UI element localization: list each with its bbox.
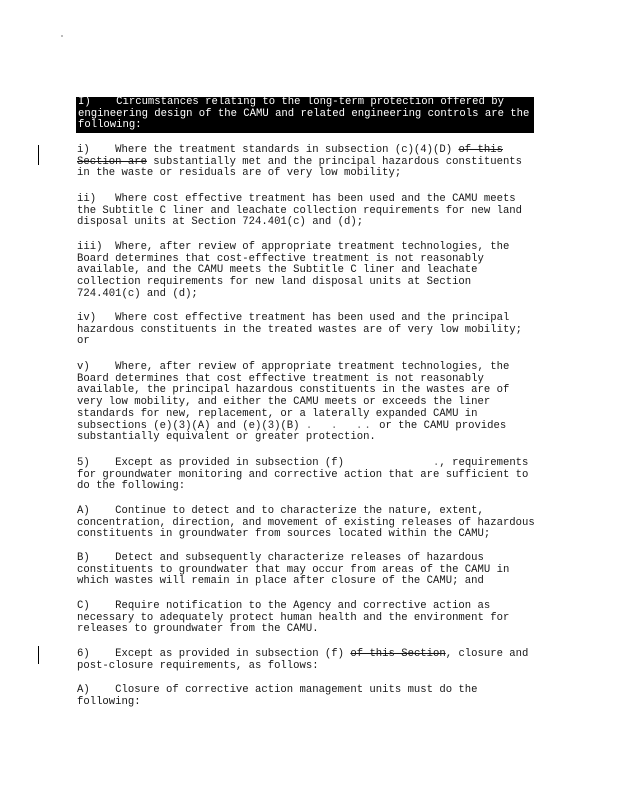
paragraph-6: 6) Except as provided in subsection (f) of this Section, closure and post-closure requirements, as follows: — [77, 648, 529, 672]
scan-speck — [61, 35, 63, 37]
revision-bar — [38, 646, 39, 664]
paragraph-v: v) Where, after review of appropriate treatment technologies, the Board determines that cost effective treatment is not reasonably available, the principal hazardous constituents in the wastes are of very low mobility, and either the CAMU meets or exceeds the liner standards for new, replacement, or a laterally expanded CAMU in subsections (e)(3)(A) and (e)(3)(B) . . .. or the CAMU provides substantially equivalent or greater protection. — [77, 361, 510, 444]
paragraph-5c: C) Require notification to the Agency and corrective action as necessary to adequately protect human health and the environment for releases to groundwater from the CAMU. — [77, 600, 510, 636]
paragraph-iii: iii) Where, after review of appropriate treatment technologies, the Board determines that cost-effective treatment is not reasonably available, and the CAMU meets the Subtitle C liner and leachate collection requirements for new land disposal units at Section 724.401(c) and (d); — [77, 241, 510, 300]
struck-text: Section are — [77, 155, 147, 168]
struck-text: of this — [458, 144, 503, 156]
paragraph-5b: B) Detect and subsequently characterize releases of hazardous constituents to groundwater that may occur from areas of the CAMU in which wastes will remain in place after closure of the CAMU; and — [77, 552, 510, 588]
paragraph-ii: ii) Where cost effective treatment has been used and the CAMU meets the Subtitle C liner and leachate collection requirements for new land disposal units at Section 724.401(c) and (d); — [77, 193, 523, 229]
struck-text: of this Section — [350, 648, 446, 660]
section-heading-l: I) Circumstances relating to the long-term protection offered by engineering design of the CAMU and related engineering controls are the following: — [76, 97, 534, 133]
paragraph-i: i) Where the treatment standards in subsection (c)(4)(D) of this Section are substantially met and the principal hazardous constituents in the waste or residuals are of very low mobility; — [77, 144, 523, 180]
paragraph-5: 5) Except as provided in subsection (f) ., requirements for groundwater monitoring and corrective action that are sufficient to do the following: — [77, 457, 529, 493]
paragraph-iv: iv) Where cost effective treatment has been used and the principal hazardous constituents in the treated wastes are of very low mobility; or — [77, 312, 523, 348]
revision-bar — [38, 145, 39, 165]
paragraph-6a: A) Closure of corrective action management units must do the following: — [77, 684, 478, 708]
paragraph-5a: A) Continue to detect and to characterize the nature, extent, concentration, direction, and movement of existing releases of hazardous constituents in groundwater from sources located within the CAMU; — [77, 505, 535, 541]
